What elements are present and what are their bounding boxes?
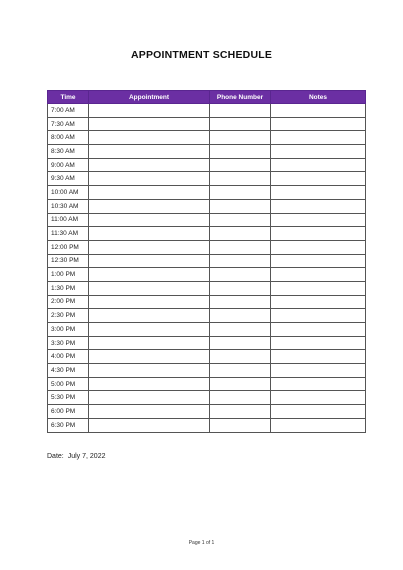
date-label: Date: [47, 453, 64, 460]
time-cell: 5:00 PM [48, 377, 89, 391]
time-cell: 3:30 PM [48, 336, 89, 350]
notes-cell[interactable] [271, 172, 366, 186]
notes-cell[interactable] [271, 104, 366, 118]
time-cell: 6:30 PM [48, 418, 89, 432]
table-row [48, 254, 366, 268]
phone-number-cell[interactable] [210, 295, 271, 309]
appointment-cell[interactable] [89, 405, 210, 419]
phone-number-cell[interactable] [210, 377, 271, 391]
phone-number-cell[interactable] [210, 336, 271, 350]
phone-number-cell[interactable] [210, 350, 271, 364]
table-row [48, 240, 366, 254]
notes-cell[interactable] [271, 131, 366, 145]
appointment-cell[interactable] [89, 131, 210, 145]
time-cell: 11:00 AM [48, 213, 89, 227]
table-row [48, 158, 366, 172]
phone-number-cell[interactable] [210, 227, 271, 241]
time-cell: 7:30 AM [48, 117, 89, 131]
appointment-cell[interactable] [89, 268, 210, 282]
notes-cell[interactable] [271, 418, 366, 432]
notes-cell[interactable] [271, 254, 366, 268]
notes-cell[interactable] [271, 377, 366, 391]
table-row [48, 213, 366, 227]
table-row [48, 199, 366, 213]
appointment-cell[interactable] [89, 145, 210, 159]
notes-cell[interactable] [271, 323, 366, 337]
time-cell: 12:00 PM [48, 240, 89, 254]
table-row [48, 295, 366, 309]
phone-number-cell[interactable] [210, 213, 271, 227]
notes-cell[interactable] [271, 240, 366, 254]
phone-number-cell[interactable] [210, 309, 271, 323]
column-header-appointment: Appointment [89, 91, 210, 104]
notes-cell[interactable] [271, 213, 366, 227]
phone-number-cell[interactable] [210, 391, 271, 405]
notes-cell[interactable] [271, 186, 366, 200]
appointment-cell[interactable] [89, 104, 210, 118]
time-cell: 12:30 PM [48, 254, 89, 268]
phone-number-cell[interactable] [210, 254, 271, 268]
phone-number-cell[interactable] [210, 405, 271, 419]
time-cell: 5:30 PM [48, 391, 89, 405]
appointment-cell[interactable] [89, 172, 210, 186]
time-cell: 8:30 AM [48, 145, 89, 159]
appointment-cell[interactable] [89, 227, 210, 241]
time-cell: 11:30 AM [48, 227, 89, 241]
table-row [48, 104, 366, 118]
appointment-cell[interactable] [89, 364, 210, 378]
time-cell: 2:30 PM [48, 309, 89, 323]
table-row [48, 227, 366, 241]
time-cell: 4:30 PM [48, 364, 89, 378]
appointment-cell[interactable] [89, 391, 210, 405]
phone-number-cell[interactable] [210, 199, 271, 213]
appointment-cell[interactable] [89, 158, 210, 172]
phone-number-cell[interactable] [210, 117, 271, 131]
table-row [48, 186, 366, 200]
page-footer: Page 1 of 1 [188, 540, 215, 546]
table-row [48, 377, 366, 391]
document-title: APPOINTMENT SCHEDULE [130, 49, 273, 61]
table-row [48, 350, 366, 364]
date-line [47, 453, 105, 460]
appointment-cell[interactable] [89, 323, 210, 337]
time-cell: 10:00 AM [48, 186, 89, 200]
appointment-cell[interactable] [89, 350, 210, 364]
time-cell: 4:00 PM [48, 350, 89, 364]
appointment-cell[interactable] [89, 377, 210, 391]
appointment-cell[interactable] [89, 336, 210, 350]
notes-cell[interactable] [271, 281, 366, 295]
appointment-cell[interactable] [89, 295, 210, 309]
appointment-cell[interactable] [89, 309, 210, 323]
appointment-cell[interactable] [89, 117, 210, 131]
schedule-table [47, 90, 366, 433]
table-row [48, 336, 366, 350]
appointment-cell[interactable] [89, 186, 210, 200]
table-row [48, 172, 366, 186]
table-row [48, 145, 366, 159]
time-cell: 1:00 PM [48, 268, 89, 282]
time-cell: 2:00 PM [48, 295, 89, 309]
time-cell: 8:00 AM [48, 131, 89, 145]
phone-number-cell[interactable] [210, 158, 271, 172]
phone-number-cell[interactable] [210, 186, 271, 200]
phone-number-cell[interactable] [210, 104, 271, 118]
phone-number-cell[interactable] [210, 172, 271, 186]
phone-number-cell[interactable] [210, 323, 271, 337]
notes-cell[interactable] [271, 227, 366, 241]
table-row [48, 309, 366, 323]
notes-cell[interactable] [271, 405, 366, 419]
notes-cell[interactable] [271, 336, 366, 350]
table-row [48, 405, 366, 419]
notes-cell[interactable] [271, 295, 366, 309]
phone-number-cell[interactable] [210, 268, 271, 282]
time-cell: 9:30 AM [48, 172, 89, 186]
table-row [48, 323, 366, 337]
notes-cell[interactable] [271, 145, 366, 159]
notes-cell[interactable] [271, 391, 366, 405]
appointment-cell[interactable] [89, 240, 210, 254]
appointment-cell[interactable] [89, 281, 210, 295]
time-cell: 1:30 PM [48, 281, 89, 295]
appointment-cell[interactable] [89, 213, 210, 227]
notes-cell[interactable] [271, 364, 366, 378]
appointment-cell[interactable] [89, 199, 210, 213]
column-header-notes: Notes [271, 91, 366, 104]
phone-number-cell[interactable] [210, 145, 271, 159]
table-row [48, 418, 366, 432]
phone-number-cell[interactable] [210, 418, 271, 432]
table-row [48, 131, 366, 145]
notes-cell[interactable] [271, 350, 366, 364]
notes-cell[interactable] [271, 309, 366, 323]
notes-cell[interactable] [271, 199, 366, 213]
table-header-row [48, 91, 366, 104]
table-row [48, 281, 366, 295]
appointment-cell[interactable] [89, 418, 210, 432]
column-header-phone-number: Phone Number [210, 91, 271, 104]
date-value: July 7, 2022 [67, 453, 106, 460]
phone-number-cell[interactable] [210, 131, 271, 145]
notes-cell[interactable] [271, 117, 366, 131]
notes-cell[interactable] [271, 158, 366, 172]
notes-cell[interactable] [271, 268, 366, 282]
column-header-time: Time [48, 91, 89, 104]
schedule-table-body [48, 104, 366, 433]
appointment-cell[interactable] [89, 254, 210, 268]
phone-number-cell[interactable] [210, 240, 271, 254]
phone-number-cell[interactable] [210, 364, 271, 378]
time-cell: 6:00 PM [48, 405, 89, 419]
time-cell: 7:00 AM [48, 104, 89, 118]
phone-number-cell[interactable] [210, 281, 271, 295]
table-row [48, 117, 366, 131]
table-row [48, 268, 366, 282]
table-row [48, 364, 366, 378]
time-cell: 3:00 PM [48, 323, 89, 337]
table-row [48, 391, 366, 405]
time-cell: 10:30 AM [48, 199, 89, 213]
time-cell: 9:00 AM [48, 158, 89, 172]
